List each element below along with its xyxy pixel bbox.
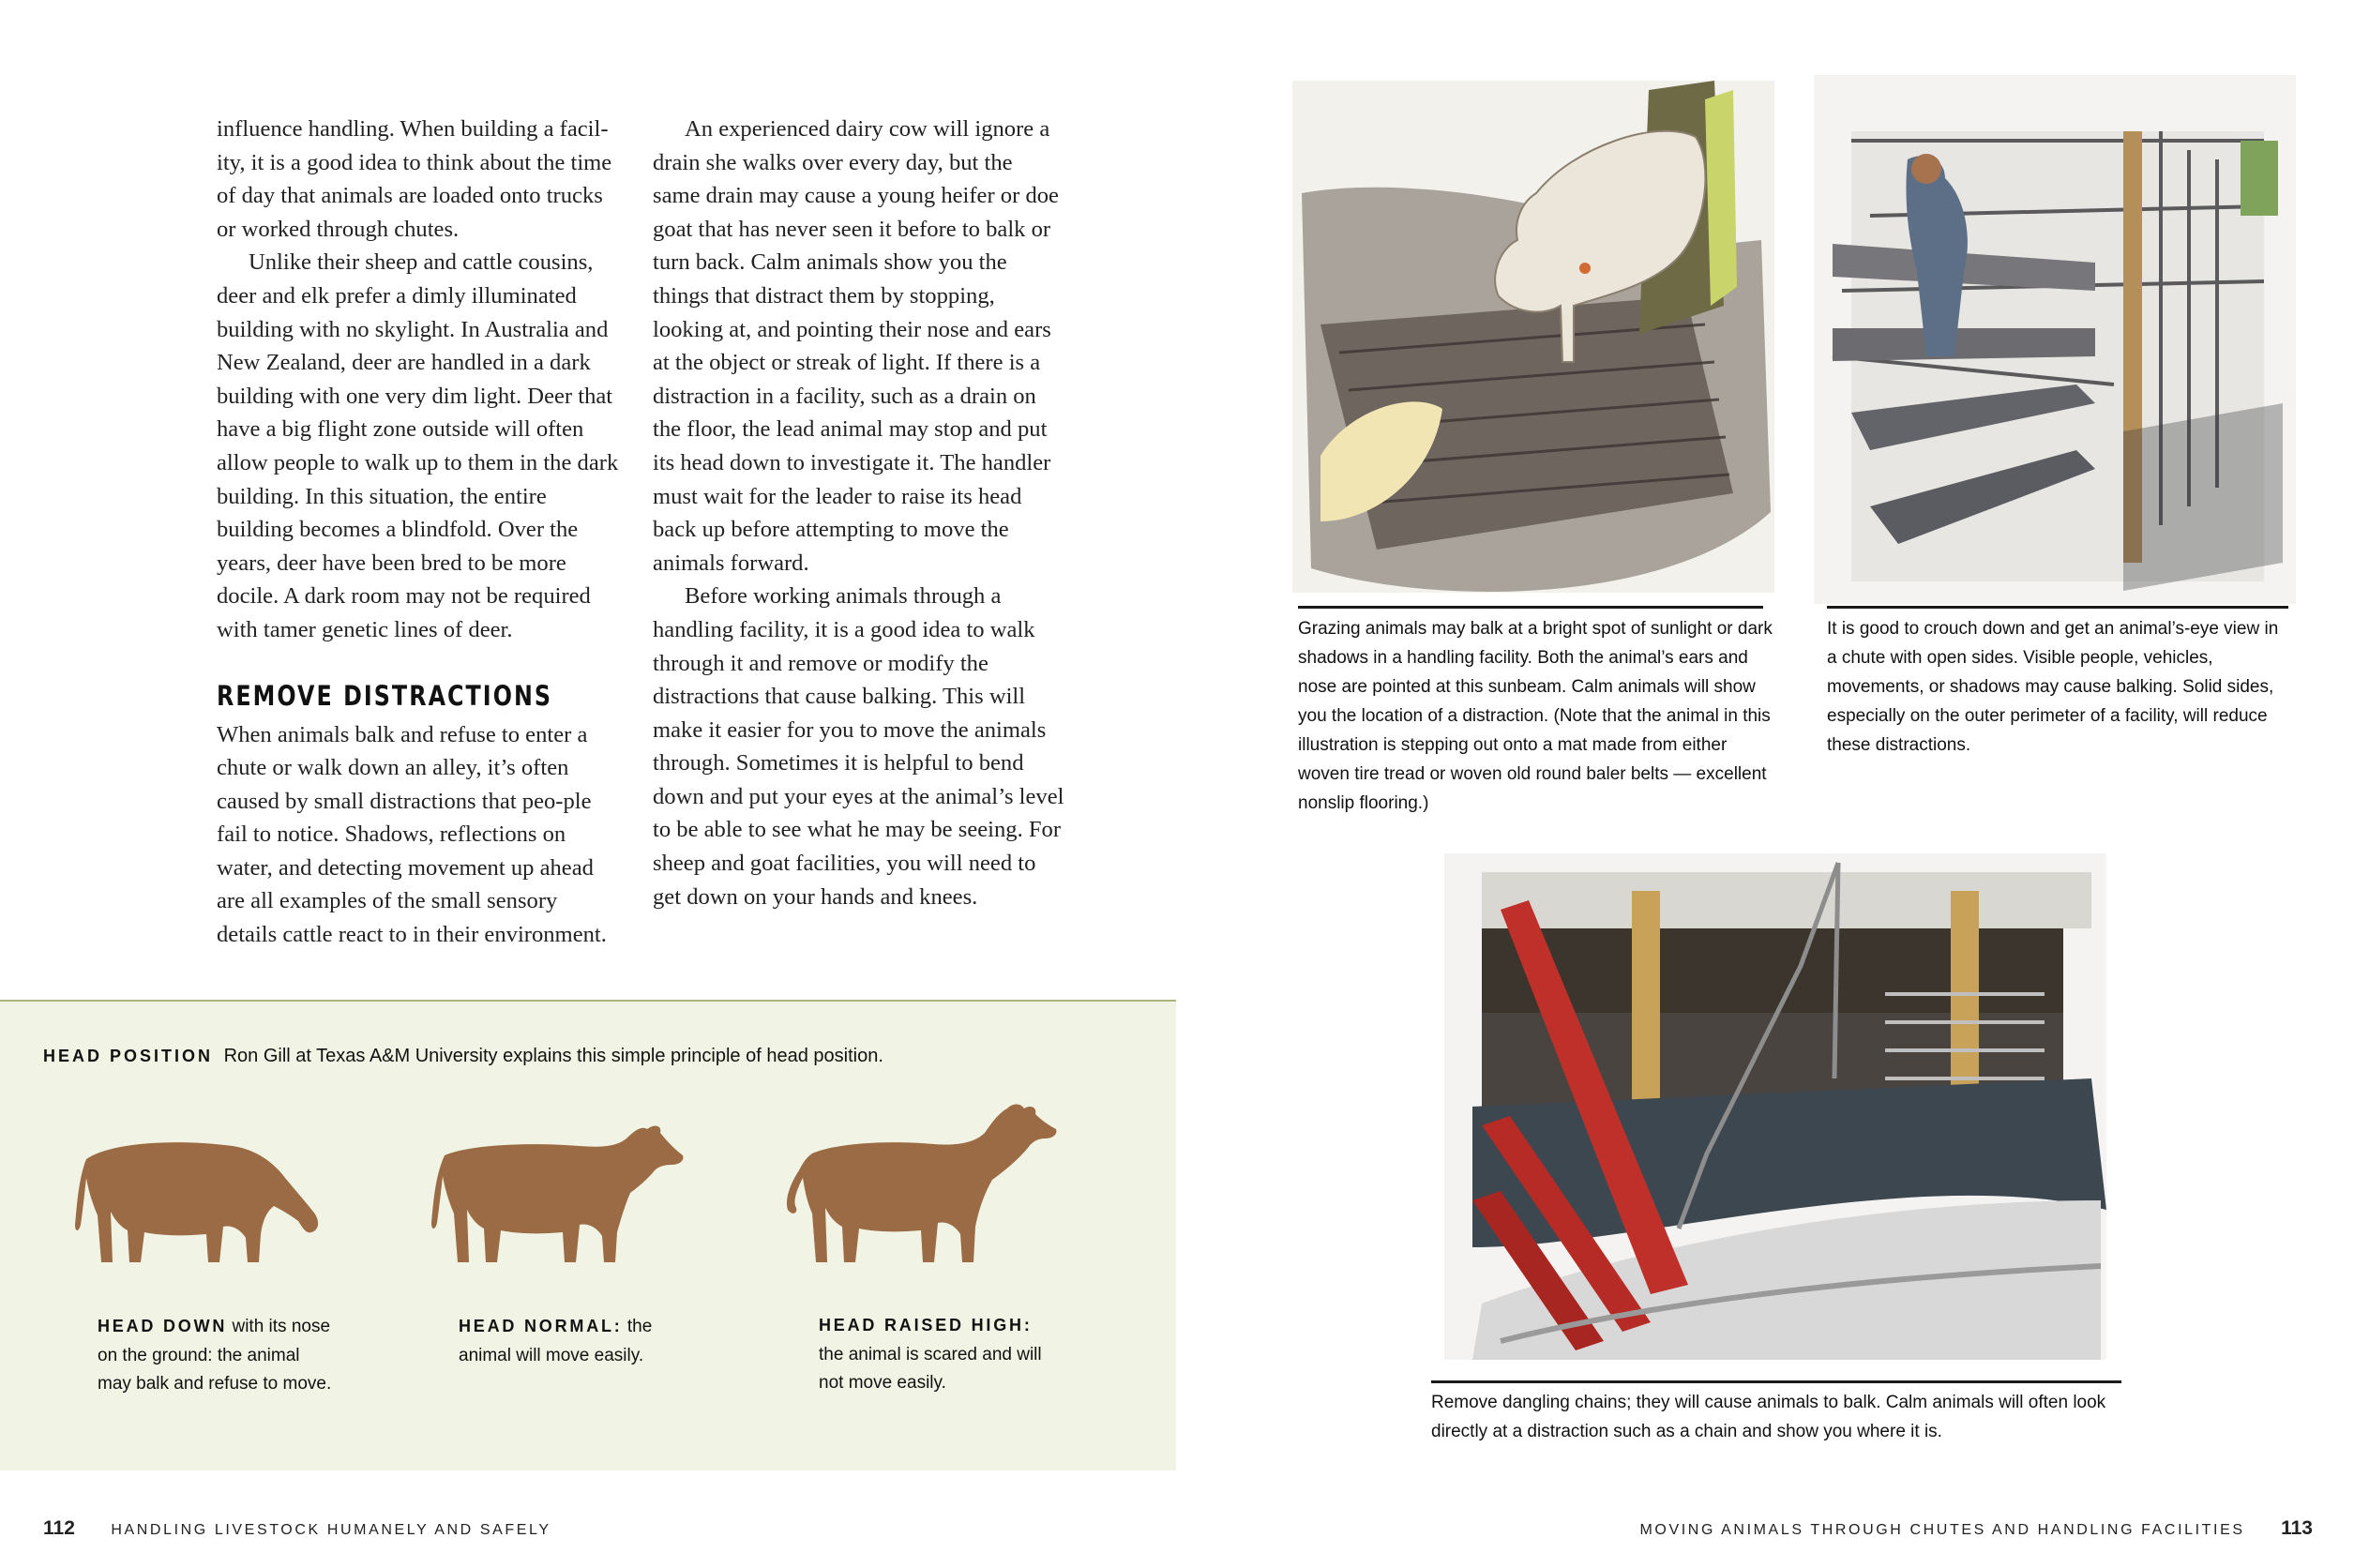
head-normal-caption [459,1312,693,1370]
caption-rule [1827,606,2288,609]
paragraph: Before working animals through a handling facility, it is a good idea to walk through it and remove or modify the distractions that cause balking. This will make it easier for you to move the animals through. Sometimes it is helpful to bend down and put your eyes at the animal’s level to be able to see what he may be seeing. For sheep and goat facilities, you will need to get down on your hands and knees. [653,583,1064,910]
caption-label: HEAD DOWN [98,1317,228,1335]
cow-head-raised-icon [784,1099,1062,1272]
head-raised-caption [819,1311,1053,1398]
paragraph: When animals balk and refuse to enter a chute or walk down an alley, it’s often caused by small distractions that peo-ple fail to notice. Shadows, reflections on water, and detecting movement up ahead are all examples of the small sensory details cattle react to in their environment. [217,721,607,948]
head-down-caption [98,1312,332,1399]
caption-text: with its nose on the ground: the animal may balk and refuse to move. [98,1317,332,1394]
chute-view-caption: It is good to crouch down and get an animal’s-eye view in a chute with open sides. Visible people, vehicles, movements, or shadows may cause balking. Solid sides, especially on the outer perimeter of a facility, will reduce these distractions. [1827,619,2279,755]
paragraph: Unlike their sheep and cattle cousins, deer and elk prefer a dimly illuminated building with no skylight. In Australia and New Zealand, deer are handled in a dark building with one very dim light. Deer that have a big flight zone outside will often allow people to walk up to them in the dark building. In this situation, the entire building becomes a blindfold. Over the years, deer have been bred to be more docile. A dark room may not be required with tamer genetic lines of deer. [217,249,619,642]
sidebar-intro: Ron Gill at Texas A&M University explains this simple principle of head position. [223,1046,883,1066]
section-heading: REMOVE DISTRACTIONS [217,679,553,712]
page-number: 113 [2281,1517,2313,1539]
sunbeam-caption: Grazing animals may balk at a bright spot of sunlight or dark shadows in a handling facility. Both the animal’s ears and nose are pointed at this sunbeam. Calm animals will show you the location of a distraction. (Note that the animal in this illustration is stepping out onto a mat made from either woven tire tread or woven old round baler belts — excellent nonslip flooring.) [1298,619,1773,813]
text-column-1 [217,113,620,952]
chains-caption: Remove dangling chains; they will cause animals to balk. Calm animals will often look directly at a distraction such as a chain and show you where it is. [1431,1393,2106,1441]
page-number: 112 [43,1517,75,1539]
caption-text: the animal will move easily. [459,1317,653,1365]
cow-head-down-icon [73,1122,326,1272]
sidebar-header [43,1046,883,1067]
running-head: HANDLING LIVESTOCK HUMANELY AND SAFELY [111,1522,551,1538]
running-head: MOVING ANIMALS THROUGH CHUTES AND HANDLING FACILITIES [1639,1522,2245,1538]
caption-label: HEAD NORMAL: [459,1317,623,1335]
caption-text: the animal is scared and will not move easily. [819,1344,1042,1393]
caption-rule [1298,606,1763,609]
cow-on-mat-illustration [1292,81,1774,593]
right-footer [1640,1517,2314,1540]
cow-head-normal-icon [430,1118,692,1272]
head-position-sidebar [0,1000,1176,1470]
paragraph: An experienced dairy cow will ignore a drain she walks over every day, but the same drain may cause a young heifer or doe goat that has never seen it before to balk or turn back. Calm animals show you the things that distract them by stopping, looking at, and pointing their nose and ears at the object or streak of light. If there is a distraction in a facility, such as a drain on the floor, the lead animal may stop and put its head down to investigate it. The handler must wait for the leader to raise its head back up before attempting to move the animals forward. [653,116,1059,576]
left-footer [43,1517,551,1540]
caption-label: HEAD RAISED HIGH: [819,1316,1033,1334]
paragraph: influence handling. When building a facil-ity, it is a good idea to think about the time of day that animals are loaded onto trucks or worked through chutes. [217,116,612,242]
caption-rule [1431,1380,2121,1383]
sidebar-label: HEAD POSITION [43,1047,214,1065]
chute-view-illustration [1814,75,2296,604]
text-column-2 [653,113,1065,913]
dangling-chains-illustration [1444,853,2106,1360]
